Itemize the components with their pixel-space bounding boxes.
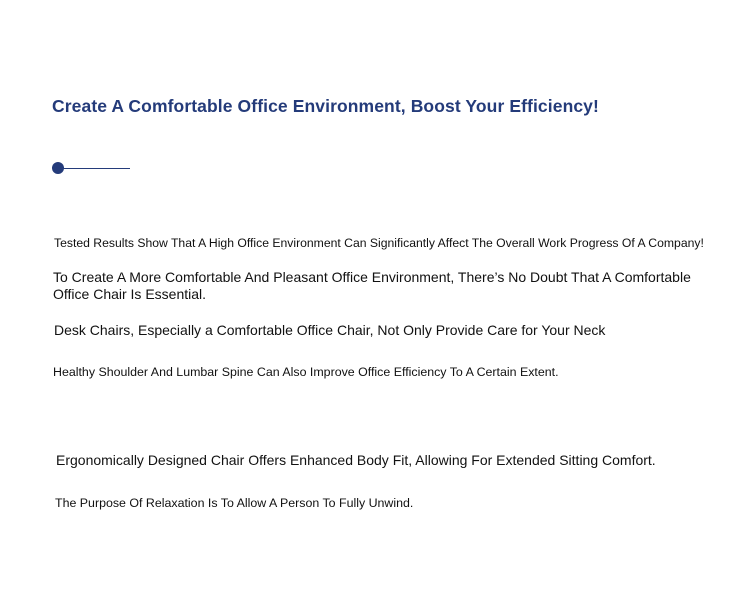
section-divider: [52, 162, 132, 174]
paragraph-healthy-spine: Healthy Shoulder And Lumbar Spine Can Also Improve Office Efficiency To A Certain Extent.: [53, 365, 559, 379]
paragraph-ergonomic-design: Ergonomically Designed Chair Offers Enhanced Body Fit, Allowing For Extended Sitting Comfort.: [56, 452, 656, 468]
paragraph-test-results: Tested Results Show That A High Office Environment Can Significantly Affect The Overall Work Progress Of A Company!: [54, 236, 704, 250]
bullet-dot-icon: [52, 162, 64, 174]
paragraph-desk-chairs: Desk Chairs, Especially a Comfortable Office Chair, Not Only Provide Care for Your Neck: [54, 322, 606, 338]
page-title: Create A Comfortable Office Environment, Boost Your Efficiency!: [52, 96, 599, 116]
paragraph-relaxation: The Purpose Of Relaxation Is To Allow A Person To Fully Unwind.: [55, 496, 414, 510]
divider-line: [62, 168, 130, 169]
paragraph-comfortable-chair: To Create A More Comfortable And Pleasant Office Environment, There’s No Doubt That A Comfortable Office Chair Is Essential.: [53, 269, 691, 302]
